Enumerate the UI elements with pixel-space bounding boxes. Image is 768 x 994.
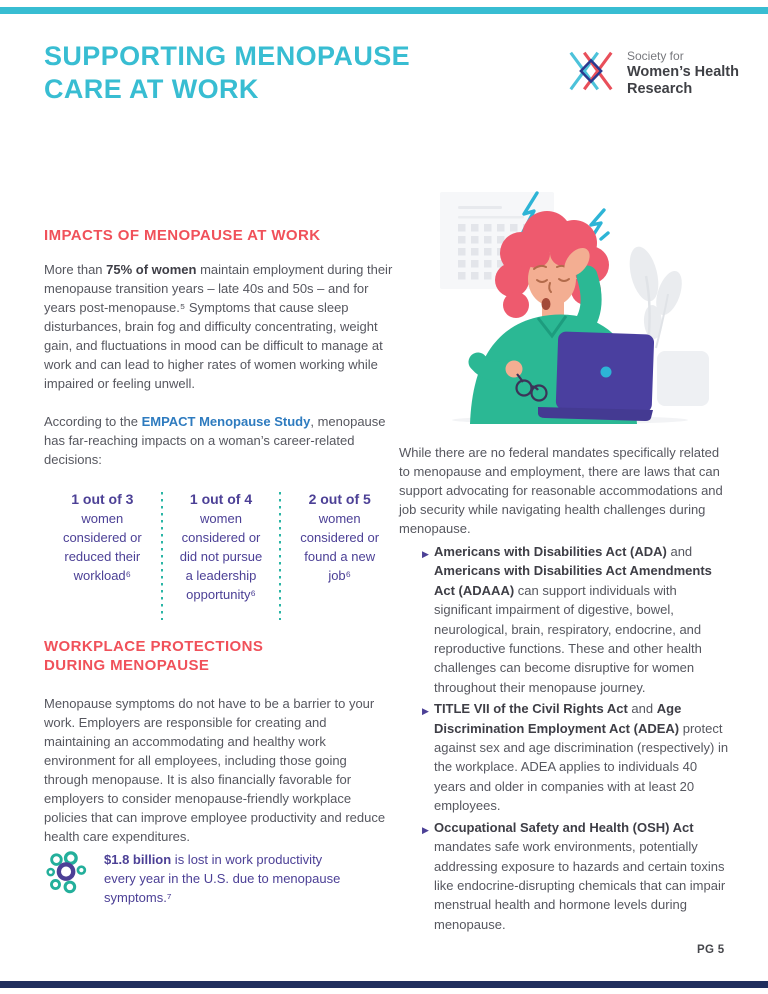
bullet-triangle-icon: ▶ <box>422 549 429 559</box>
stat-workload <box>44 490 161 585</box>
text-segment: Occupational Safety and Health (OSH) Act <box>434 819 694 835</box>
workplace-paragraph: Menopause symptoms do not have to be a barrier to your work. Employers are responsible for creating and maintaining an accommodating and healthy work environment for all employees, including those going through menopause. It is also financially favorable for employers to consider menopause-friendly workplace policies that can improve employee productivity and reduce health care expenditures. <box>44 696 386 844</box>
workplace-heading <box>44 637 263 675</box>
workplace-heading-line2: DURING MENOPAUSE <box>44 657 210 674</box>
intro-paragraph: While there are no federal mandates specifically related to menopause and employment, there are laws that can support advocating for reasonable accommodations and job security while navigating health challenges during menopause. <box>399 445 723 536</box>
logo-line2: Women’s Health <box>627 64 739 80</box>
impacts-heading: IMPACTS OF MENOPAUSE AT WORK <box>44 227 321 244</box>
top-accent-bar <box>0 7 768 14</box>
text-segment: is lost in work productivity every year in the U.S. due to menopause symptoms.⁷ <box>104 852 341 905</box>
text-segment: can support individuals with significant impairment of digestive, bowel, neurological, brain, respiratory, endocrine, and reproductive functions. These and other health challenges can become disruptive for women throughout their menopause journey. <box>434 582 702 695</box>
logo-line3: Research <box>627 81 693 97</box>
text-segment: $1.8 billion <box>104 852 172 867</box>
laws-bullet-list <box>399 542 729 936</box>
page-number: PG 5 <box>697 944 725 956</box>
career-stats-row <box>44 490 398 620</box>
text-segment: and <box>666 544 693 559</box>
page-title-line2: CARE AT WORK <box>44 74 259 104</box>
logo-line1: Society for <box>627 49 684 63</box>
stat-desc: women considered or reduced their workload⁶ <box>62 511 142 583</box>
text-segment: More than <box>44 262 107 277</box>
text-segment: maintain employment during their menopause transition years – late 40s and 50s – and for years post-menopause.⁵ Symptoms that cause sleep disturbances, brain fog and difficulty concentrating, weight gain, and fluctuations in mood can be difficult to manage at work and can lead to higher rates of women working while impaired or feeling unwell. <box>44 262 393 391</box>
text-segment: Americans with Disabilities Act Amendments Act (ADAAA) <box>434 563 712 598</box>
bullet-title-vii <box>399 699 729 815</box>
stat-value: 2 out of 5 <box>308 491 371 507</box>
circle-cluster-icon <box>44 850 90 901</box>
bullet-osh <box>399 818 729 934</box>
bullet-ada <box>399 542 729 697</box>
empact-study-link[interactable]: EMPACT Menopause Study <box>141 414 311 429</box>
text-segment: mandates safe work environments, potentially addressing exposure to hazards and certain toxins like endocrine-disrupting chemicals that can impair menstrual health and hormone levels during menopause. <box>434 839 726 932</box>
text-segment: 75% of women <box>106 262 197 277</box>
text-segment: Age Discrimination Employment Act (ADEA) <box>434 701 682 736</box>
woman-at-laptop-illustration <box>420 166 750 429</box>
bullet-text <box>434 820 725 932</box>
text-segment: and <box>627 701 657 717</box>
text-segment: Americans with Disabilities Act (ADA) <box>434 544 667 559</box>
text-segment: TITLE VII of the Civil Rights Act <box>434 701 628 717</box>
swhr-x-icon <box>564 44 618 103</box>
stat-new-job <box>281 490 398 585</box>
stat-leadership <box>163 490 280 604</box>
workplace-heading-line1: WORKPLACE PROTECTIONS <box>44 638 264 655</box>
bullet-triangle-icon: ▶ <box>422 706 429 717</box>
bullet-text <box>434 544 712 695</box>
bottom-accent-bar <box>0 981 768 988</box>
empact-paragraph <box>44 412 394 469</box>
page-title <box>44 40 410 106</box>
productivity-callout <box>44 850 346 907</box>
bullet-text <box>434 701 728 813</box>
page-title-line1: SUPPORTING MENOPAUSE <box>44 41 411 71</box>
stat-desc: women considered or did not pursue a leadership opportunity⁶ <box>179 511 263 602</box>
bullet-triangle-icon: ▶ <box>422 824 429 835</box>
swhr-logo <box>564 44 739 103</box>
stat-value: 1 out of 3 <box>71 491 134 507</box>
stat-value: 1 out of 4 <box>189 491 253 507</box>
text-segment: , menopause has far-reaching impacts on a woman’s career-related decisions: <box>44 414 386 467</box>
text-segment: According to the <box>44 414 142 429</box>
stat-desc: women considered or found a new job⁶ <box>300 511 380 583</box>
text-segment: protect against sex and age discrimination (respectively) in the workplace. ADEA applies to individuals 40 years and older in companies with at least 20 employees. <box>434 720 729 814</box>
impacts-paragraph <box>44 260 394 393</box>
swhr-logo-text <box>627 49 739 98</box>
callout-text <box>104 850 346 907</box>
